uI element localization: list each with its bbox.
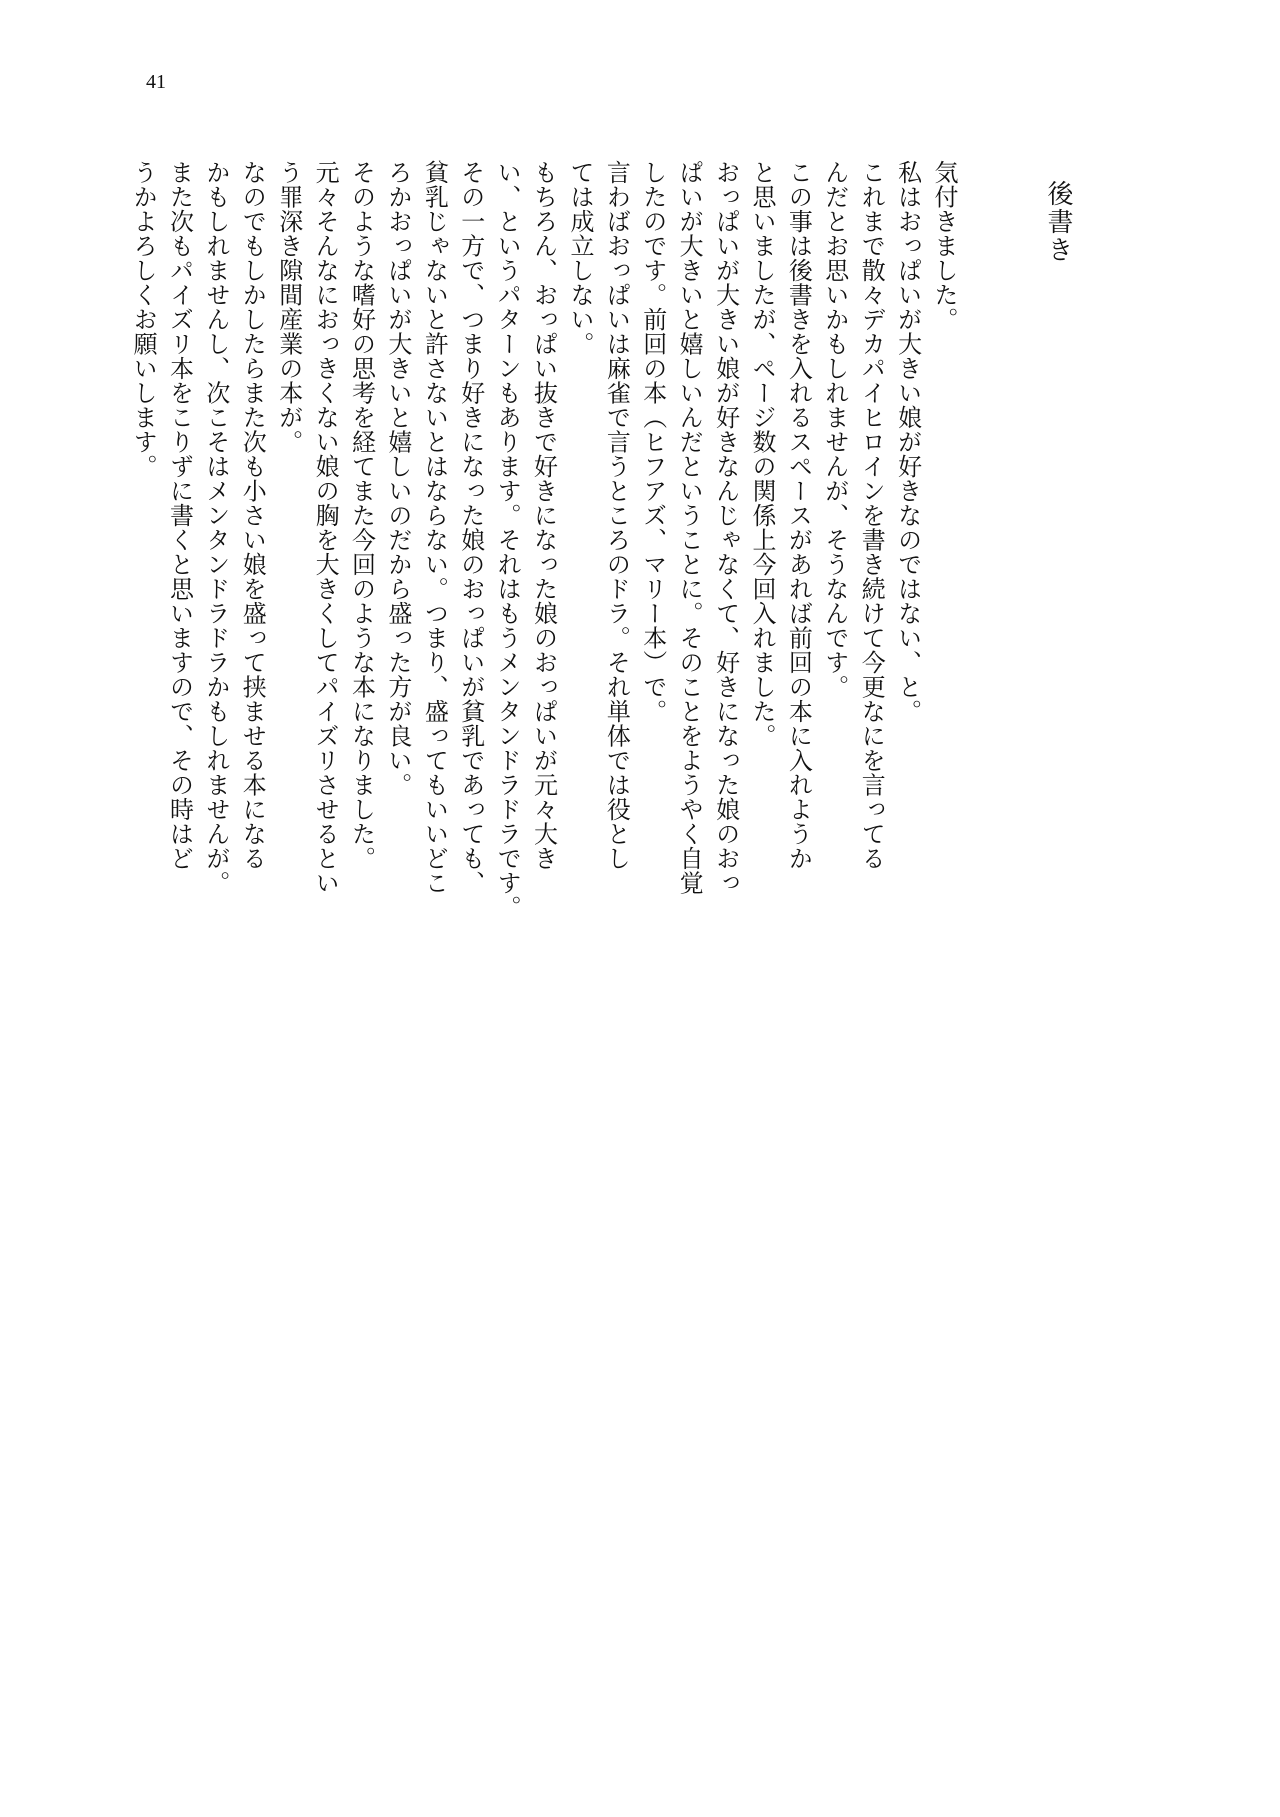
body-line: この事は後書きを入れるスペースがあれば前回の本に入れようか — [784, 160, 813, 871]
page-number: 41 — [146, 71, 166, 93]
body-line: 私はおっぱいが大きい娘が好きなのではない、と。 — [893, 160, 922, 724]
body-line: 言わばおっぱいは麻雀で言うところのドラ。それ単体では役とし — [602, 160, 631, 871]
body-line: 気付きました。 — [930, 160, 958, 332]
body-line: おっぱいが大きい娘が好きなんじゃなくて、好きになった娘のおっ — [711, 160, 740, 895]
body-line: う罪深き隙間産業の本が。 — [274, 160, 303, 454]
body-line: そのような嗜好の思考を経てまた今回のような本になりました。 — [347, 160, 376, 871]
body-line: その一方で、つまり好きになった娘のおっぱいが貧乳であっても、 — [456, 160, 485, 895]
body-line: い、というパターンもあります。それはもうメンタンドラドラです。 — [493, 160, 522, 920]
afterword-body — [90, 160, 962, 940]
body-line: また次もパイズリ本をこりずに書くと思いますので、その時はど — [165, 160, 194, 871]
body-line: なのでもしかしたらまた次も小さい娘を盛って挟ませる本になる — [238, 160, 267, 871]
body-line: ては成立しない。 — [565, 160, 594, 356]
body-line: うかよろしくお願いします。 — [129, 160, 158, 479]
body-line: もちろん、おっぱい抜きで好きになった娘のおっぱいが元々大き — [529, 160, 558, 871]
body-line: したのです。前回の本（ヒフアズ、マリー本）で。 — [638, 160, 667, 724]
body-line: ぱいが大きいと嬉しいんだということに。そのことをようやく自覚 — [675, 160, 704, 895]
body-line: ろかおっぱいが大きいと嬉しいのだから盛った方が良い。 — [383, 160, 412, 797]
body-line: かもしれませんし、次こそはメンタンドラドラかもしれませんが。 — [201, 160, 230, 895]
body-line: 貧乳じゃないと許さないとはならない。つまり、盛ってもいいどこ — [420, 160, 449, 895]
body-line: 元々そんなにおっきくない娘の胸を大きくしてパイズリさせるとい — [311, 160, 340, 895]
body-line: これまで散々デカパイヒロインを書き続けて今更なにを言ってる — [857, 160, 886, 871]
body-line: と思いましたが、ページ数の関係上今回入れました。 — [747, 160, 776, 748]
page-title: 後書き — [1043, 180, 1073, 264]
body-line: んだとお思いかもしれませんが、そうなんです。 — [820, 160, 849, 699]
